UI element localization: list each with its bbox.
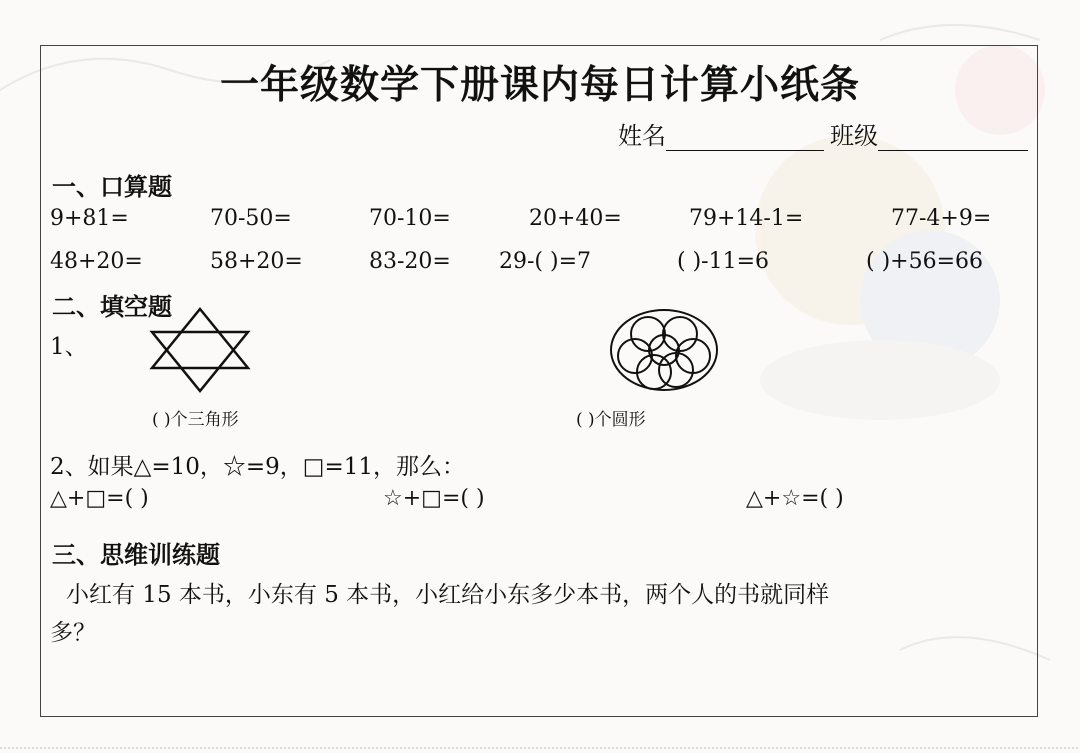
section3-heading: 三、思维训练题 bbox=[52, 541, 220, 569]
problem: 20+40= bbox=[529, 206, 622, 231]
question1-number: 1、 bbox=[50, 334, 88, 360]
question2-line: 2、如果△=10，☆=9，□=11，那么： bbox=[50, 454, 466, 480]
name-label: 姓名 bbox=[618, 122, 666, 150]
problem: 70-10= bbox=[369, 206, 451, 231]
section2-heading: 二、填空题 bbox=[52, 293, 172, 321]
circle-count-answer: ( )个圆形 bbox=[576, 410, 646, 430]
word-problem-line1: 小红有 15 本书，小东有 5 本书，小红给小东多少本书，两个人的书就同样 bbox=[66, 582, 830, 608]
name-blank[interactable] bbox=[666, 122, 824, 151]
shape-expression: ☆+□=( ) bbox=[383, 486, 485, 511]
problem: 79+14-1= bbox=[689, 206, 804, 231]
problem: 29-( )=7 bbox=[499, 249, 592, 274]
problem: ( )-11=6 bbox=[677, 249, 770, 274]
shape-expression: △+☆=( ) bbox=[746, 486, 844, 511]
problem: 77-4+9= bbox=[891, 206, 992, 231]
name-class-row bbox=[618, 116, 1028, 151]
problem: 70-50= bbox=[210, 206, 292, 231]
shape-expression: △+□=( ) bbox=[50, 486, 149, 511]
problem: 83-20= bbox=[369, 249, 451, 274]
circles-figure bbox=[608, 306, 720, 394]
word-problem-line2: 多？ bbox=[50, 620, 96, 646]
problem: 48+20= bbox=[50, 249, 143, 274]
worksheet-title: 一年级数学下册课内每日计算小纸条 bbox=[219, 63, 860, 108]
triangle-count-answer: ( )个三角形 bbox=[152, 410, 239, 430]
problem: ( )+56=66 bbox=[866, 249, 984, 274]
problem: 58+20= bbox=[210, 249, 303, 274]
star-of-david-figure bbox=[148, 306, 252, 394]
problem: 9+81= bbox=[50, 206, 129, 231]
class-label: 班级 bbox=[830, 122, 878, 150]
class-blank[interactable] bbox=[878, 122, 1028, 151]
section1-heading: 一、口算题 bbox=[52, 173, 172, 201]
